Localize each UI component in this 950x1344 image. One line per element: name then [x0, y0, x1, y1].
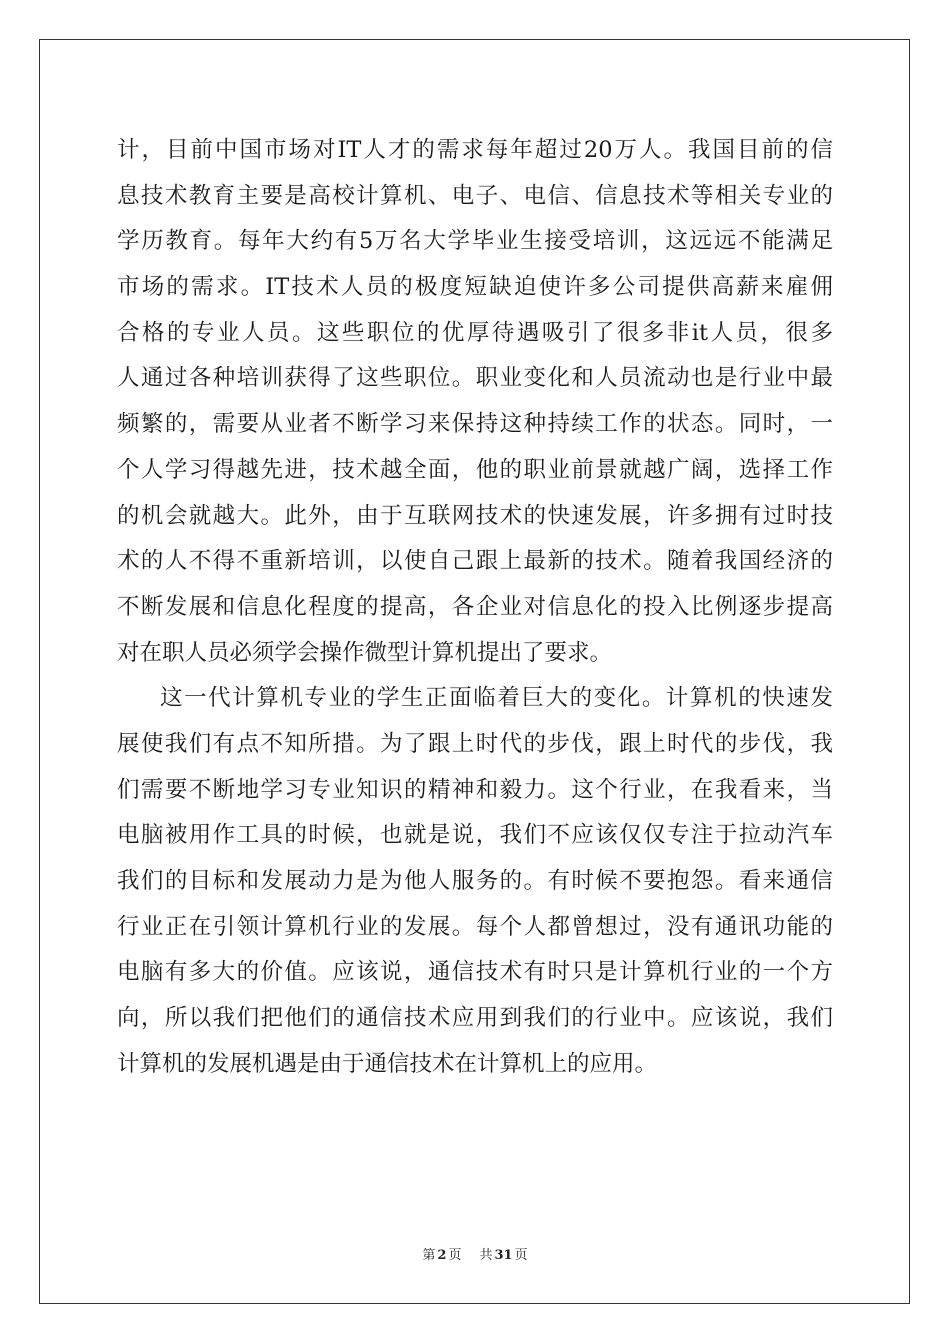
text-line: 术的人不得不重新培训，以使自己跟上最新的技术。随着我国经济的 [117, 548, 833, 575]
text-line: 频繁的，需要从业者不断学习来保持这种持续工作的状态。同时，一 [117, 411, 833, 438]
text-line: 市场的需求。IT技术人员的极度短缺迫使许多公司提供高薪来雇佣 [117, 274, 833, 301]
text-line: 息技术教育主要是高校计算机、电子、电信、信息技术等相关专业的 [117, 182, 833, 209]
page-suffix: 页 [448, 1248, 462, 1263]
text-line: 行业正在引领计算机行业的发展。每个人都曾想过，没有通讯功能的 [117, 913, 833, 940]
total-pages: 31 [494, 1248, 513, 1263]
text-line: 展使我们有点不知所措。为了跟上时代的步伐，跟上时代的步伐，我 [117, 730, 833, 757]
text-line: 学历教育。每年大约有5万名大学毕业生接受培训，这远远不能满足 [117, 228, 833, 255]
text-line: 向，所以我们把他们的通信技术应用到我们的行业中。应该说，我们 [117, 1005, 833, 1032]
text-line: 对在职人员必须学会操作微型计算机提出了要求。 [117, 639, 613, 666]
text-line: 我们的目标和发展动力是为他人服务的。有时候不要抱怨。看来通信 [117, 868, 833, 894]
text-line: 人通过各种培训获得了这些职位。职业变化和人员流动也是行业中最 [117, 365, 833, 392]
text-line: 的机会就越大。此外，由于互联网技术的快速发展，许多拥有过时技 [117, 502, 833, 529]
page-footer [0, 1247, 950, 1265]
text-line: 计，目前中国市场对IT人才的需求每年超过20万人。我国目前的信 [117, 137, 833, 163]
document-body [117, 128, 833, 1087]
text-line: 计算机的发展机遇是由于通信技术在计算机上的应用。 [117, 1050, 658, 1077]
text-line: 个人学习得越先进，技术越全面，他的职业前景就越广阔，选择工作 [117, 456, 833, 483]
text-line: 们需要不断地学习专业知识的精神和毅力。这个行业，在我看来，当 [117, 776, 833, 803]
text-line: 合格的专业人员。这些职位的优厚待遇吸引了很多非it人员，很多 [117, 319, 833, 346]
text-line: 电脑被用作工具的时候，也就是说，我们不应该仅仅专注于拉动汽车 [117, 822, 833, 849]
page-number: 2 [437, 1248, 447, 1263]
text-line: 不断发展和信息化程度的提高，各企业对信息化的投入比例逐步提高 [117, 593, 833, 620]
text-line: 这一代计算机专业的学生正面临着巨大的变化。计算机的快速发 [160, 685, 833, 712]
total-prefix: 共 [479, 1248, 493, 1263]
total-suffix: 页 [514, 1248, 528, 1263]
page-prefix: 第 [422, 1248, 436, 1263]
paragraph [117, 676, 833, 1087]
text-line: 电脑有多大的价值。应该说，通信技术有时只是计算机行业的一个方 [117, 959, 833, 986]
paragraph [117, 128, 833, 676]
